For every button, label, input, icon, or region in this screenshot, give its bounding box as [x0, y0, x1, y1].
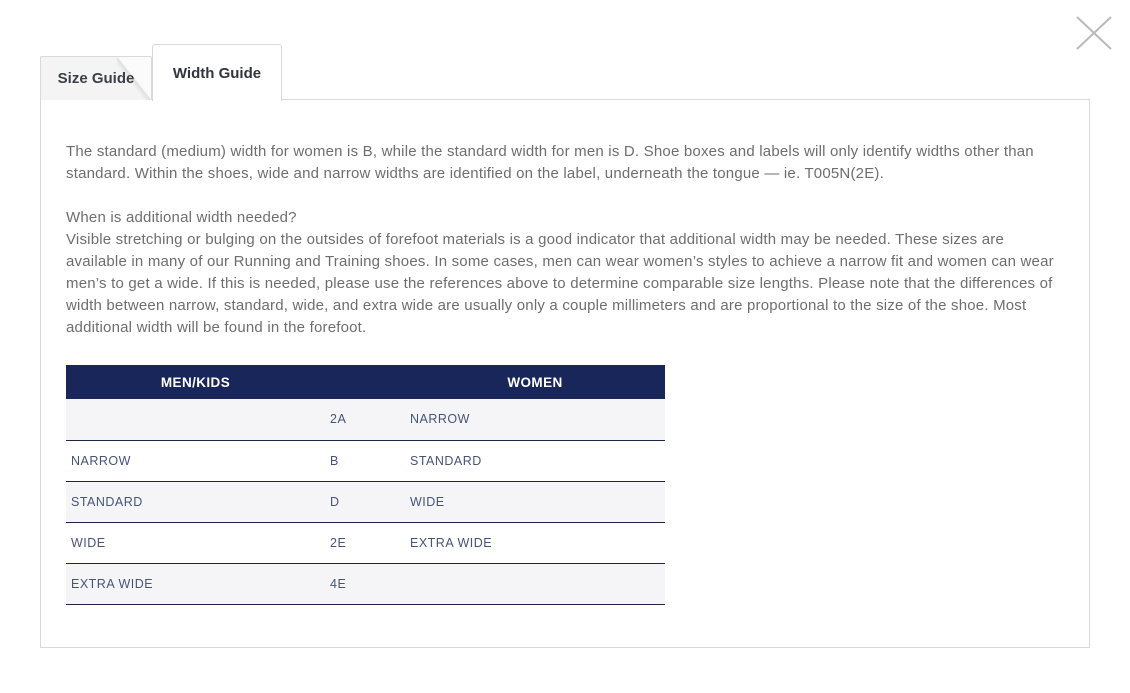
table-row	[66, 399, 665, 440]
answer-paragraph: Visible stretching or bulging on the outsides of forefoot materials is a good indicator that additional width may be needed. These sizes are available in many of our Running and Training shoes. In some cases, men can wear women’s styles to achieve a narrow fit and women can wear men’s to get a wide. If this is needed, please use the references above to determine comparable size lengths. Please note that the differences of width between narrow, standard, wide, and extra wide are usually only a couple millimeters and are proportional to the size of the shoe. Most additional width will be found in the forefoot.	[66, 231, 1054, 336]
cell-men-kids	[66, 399, 325, 440]
cell-men-kids: NARROW	[66, 440, 325, 481]
cell-code: 2A	[325, 399, 405, 440]
cell-code: D	[325, 481, 405, 522]
cell-women: WIDE	[405, 481, 665, 522]
question-heading: When is additional width needed?	[66, 209, 297, 226]
intro-paragraph: The standard (medium) width for women is B, while the standard width for men is D. Shoe boxes and labels will only identify widths other than standard. Within the shoes, wide and narrow widths are identified on the label, underneath the tongue — ie. T005N(2E).	[66, 143, 1034, 182]
cell-men-kids: STANDARD	[66, 481, 325, 522]
size-width-tabs	[40, 44, 282, 100]
cell-code: 4E	[325, 563, 405, 604]
table-header-row	[66, 365, 665, 399]
cell-men-kids: EXTRA WIDE	[66, 563, 325, 604]
table-row	[66, 563, 665, 604]
close-button[interactable]	[1076, 16, 1112, 50]
tab-size-guide[interactable]	[40, 56, 152, 100]
cell-men-kids: WIDE	[66, 522, 325, 563]
cell-code: B	[325, 440, 405, 481]
cell-women	[405, 563, 665, 604]
width-guide-panel	[40, 99, 1090, 648]
table-row	[66, 522, 665, 563]
close-icon	[1076, 16, 1112, 50]
table-row	[66, 440, 665, 481]
width-comparison-table	[66, 365, 665, 605]
header-men-kids: MEN/KIDS	[66, 365, 325, 399]
header-empty	[325, 365, 405, 399]
cell-women: NARROW	[405, 399, 665, 440]
width-guide-copy	[66, 141, 1054, 339]
tab-size-guide-label: Size Guide	[57, 70, 135, 87]
cell-women: STANDARD	[405, 440, 665, 481]
cell-women: EXTRA WIDE	[405, 522, 665, 563]
tab-width-guide[interactable]	[152, 44, 282, 101]
header-women: WOMEN	[405, 365, 665, 399]
tab-width-guide-label: Width Guide	[172, 65, 262, 82]
table-row	[66, 481, 665, 522]
cell-code: 2E	[325, 522, 405, 563]
